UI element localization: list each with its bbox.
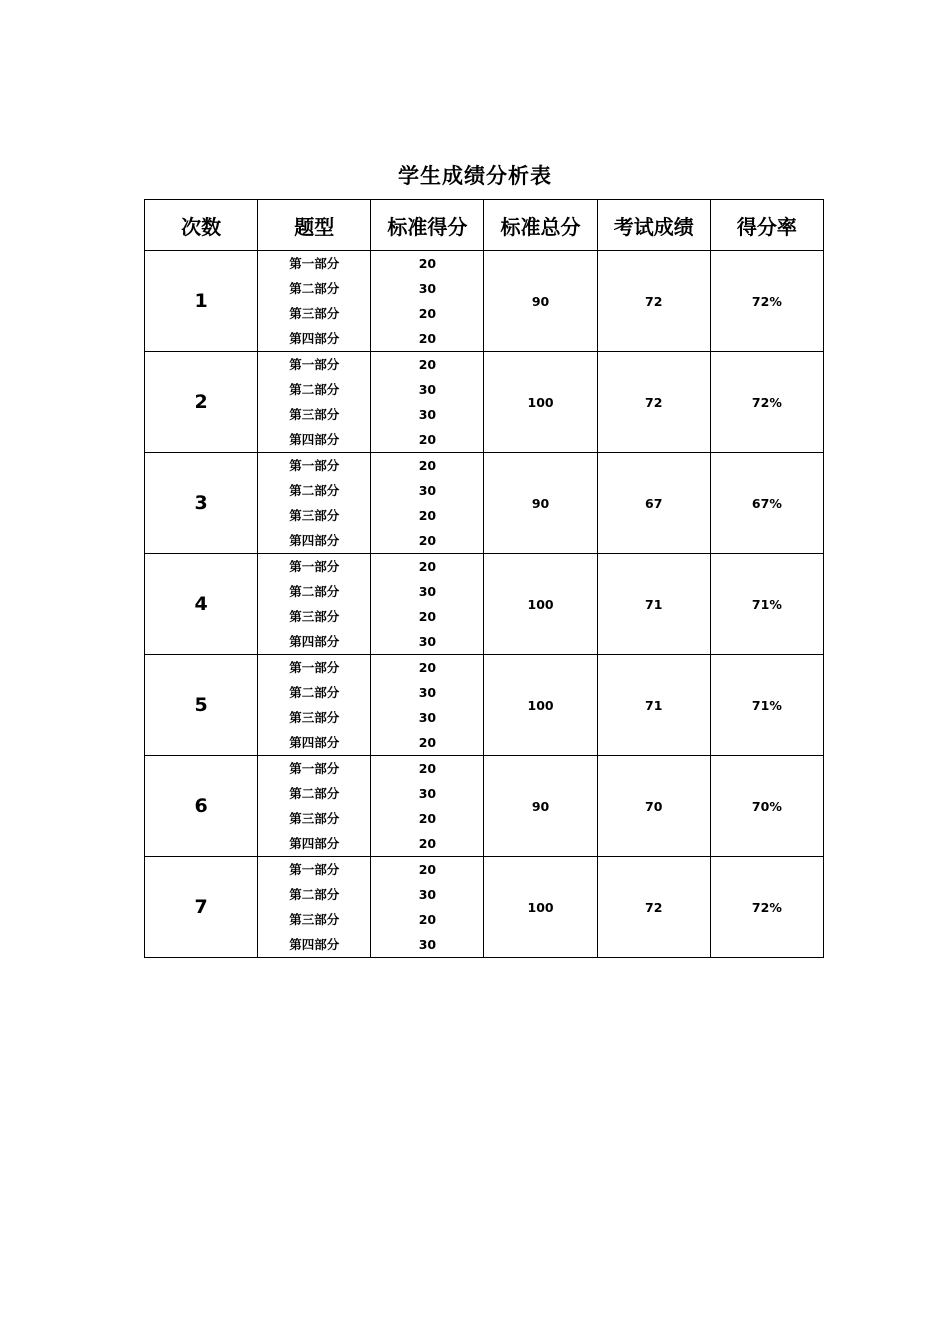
- header-cell-score-rate: 得分率: [710, 200, 823, 251]
- part-name: 第一部分: [289, 761, 340, 776]
- table-row: [145, 857, 824, 958]
- part-score: 30: [418, 382, 437, 397]
- part-name: 第一部分: [289, 660, 340, 675]
- question-type-cell: [258, 453, 371, 554]
- part-name: 第三部分: [289, 508, 340, 523]
- table-row: [145, 251, 824, 352]
- part-score: 20: [418, 761, 437, 776]
- row-index: 4: [145, 554, 258, 655]
- row-index: 1: [145, 251, 258, 352]
- standard-score-cell: [371, 857, 484, 958]
- score-table: [144, 199, 824, 958]
- table-row: [145, 554, 824, 655]
- score-rate-cell: 67%: [710, 453, 823, 554]
- part-name: 第三部分: [289, 710, 340, 725]
- part-name: 第一部分: [289, 357, 340, 372]
- standard-total-cell: 100: [484, 857, 597, 958]
- part-name: 第二部分: [289, 685, 340, 700]
- exam-score-cell: 71: [597, 554, 710, 655]
- standard-score-cell: [371, 453, 484, 554]
- part-score: 30: [418, 634, 437, 649]
- part-score: 30: [418, 710, 437, 725]
- header-row: [145, 200, 824, 251]
- standard-total-cell: 90: [484, 453, 597, 554]
- part-score: 20: [418, 735, 437, 750]
- part-score: 20: [418, 811, 437, 826]
- header-cell-exam-score: 考试成绩: [597, 200, 710, 251]
- header-cell-standard-total: 标准总分: [484, 200, 597, 251]
- part-score: 20: [418, 508, 437, 523]
- part-score: 20: [418, 609, 437, 624]
- row-index: 3: [145, 453, 258, 554]
- part-name: 第三部分: [289, 407, 340, 422]
- part-name: 第四部分: [289, 836, 340, 851]
- part-name: 第二部分: [289, 483, 340, 498]
- standard-score-cell: [371, 756, 484, 857]
- header-cell-count: 次数: [145, 200, 258, 251]
- part-name: 第四部分: [289, 432, 340, 447]
- score-rate-cell: 72%: [710, 352, 823, 453]
- part-score: 30: [418, 786, 437, 801]
- part-score: 20: [418, 836, 437, 851]
- table-row: [145, 756, 824, 857]
- part-name: 第二部分: [289, 887, 340, 902]
- part-score: 20: [418, 256, 437, 271]
- part-score: 20: [418, 357, 437, 372]
- part-score: 20: [418, 912, 437, 927]
- standard-score-cell: [371, 554, 484, 655]
- standard-total-cell: 90: [484, 251, 597, 352]
- part-score: 30: [418, 685, 437, 700]
- part-score: 20: [418, 660, 437, 675]
- score-rate-cell: 72%: [710, 251, 823, 352]
- header-cell-standard-score: 标准得分: [371, 200, 484, 251]
- part-name: 第一部分: [289, 256, 340, 271]
- part-name: 第三部分: [289, 811, 340, 826]
- table-row: [145, 453, 824, 554]
- row-index: 5: [145, 655, 258, 756]
- table-row: [145, 352, 824, 453]
- page-title: 学生成绩分析表: [398, 164, 552, 188]
- exam-score-cell: 72: [597, 857, 710, 958]
- part-score: 30: [418, 281, 437, 296]
- exam-score-cell: 71: [597, 655, 710, 756]
- part-name: 第四部分: [289, 735, 340, 750]
- part-name: 第一部分: [289, 862, 340, 877]
- part-score: 20: [418, 306, 437, 321]
- part-name: 第三部分: [289, 306, 340, 321]
- standard-total-cell: 100: [484, 352, 597, 453]
- part-score: 30: [418, 887, 437, 902]
- standard-total-cell: 100: [484, 554, 597, 655]
- standard-score-cell: [371, 352, 484, 453]
- question-type-cell: [258, 857, 371, 958]
- exam-score-cell: 72: [597, 251, 710, 352]
- part-name: 第二部分: [289, 584, 340, 599]
- part-score: 20: [418, 862, 437, 877]
- part-name: 第一部分: [289, 458, 340, 473]
- part-score: 30: [418, 407, 437, 422]
- row-index: 7: [145, 857, 258, 958]
- question-type-cell: [258, 655, 371, 756]
- part-score: 20: [418, 533, 437, 548]
- row-index: 6: [145, 756, 258, 857]
- question-type-cell: [258, 251, 371, 352]
- part-name: 第二部分: [289, 382, 340, 397]
- part-name: 第三部分: [289, 912, 340, 927]
- standard-score-cell: [371, 251, 484, 352]
- table-body: [145, 251, 824, 958]
- exam-score-cell: 72: [597, 352, 710, 453]
- part-name: 第四部分: [289, 533, 340, 548]
- question-type-cell: [258, 756, 371, 857]
- part-score: 20: [418, 432, 437, 447]
- score-rate-cell: 70%: [710, 756, 823, 857]
- part-name: 第一部分: [289, 559, 340, 574]
- part-score: 30: [418, 483, 437, 498]
- part-name: 第二部分: [289, 281, 340, 296]
- standard-total-cell: 100: [484, 655, 597, 756]
- part-name: 第二部分: [289, 786, 340, 801]
- question-type-cell: [258, 352, 371, 453]
- score-rate-cell: 72%: [710, 857, 823, 958]
- part-name: 第四部分: [289, 937, 340, 952]
- part-name: 第四部分: [289, 634, 340, 649]
- part-name: 第三部分: [289, 609, 340, 624]
- standard-total-cell: 90: [484, 756, 597, 857]
- exam-score-cell: 70: [597, 756, 710, 857]
- exam-score-cell: 67: [597, 453, 710, 554]
- part-score: 20: [418, 458, 437, 473]
- part-score: 20: [418, 331, 437, 346]
- question-type-cell: [258, 554, 371, 655]
- part-name: 第四部分: [289, 331, 340, 346]
- table-row: [145, 655, 824, 756]
- part-score: 30: [418, 584, 437, 599]
- header-cell-question-type: 题型: [258, 200, 371, 251]
- score-rate-cell: 71%: [710, 655, 823, 756]
- part-score: 30: [418, 937, 437, 952]
- standard-score-cell: [371, 655, 484, 756]
- row-index: 2: [145, 352, 258, 453]
- part-score: 20: [418, 559, 437, 574]
- score-rate-cell: 71%: [710, 554, 823, 655]
